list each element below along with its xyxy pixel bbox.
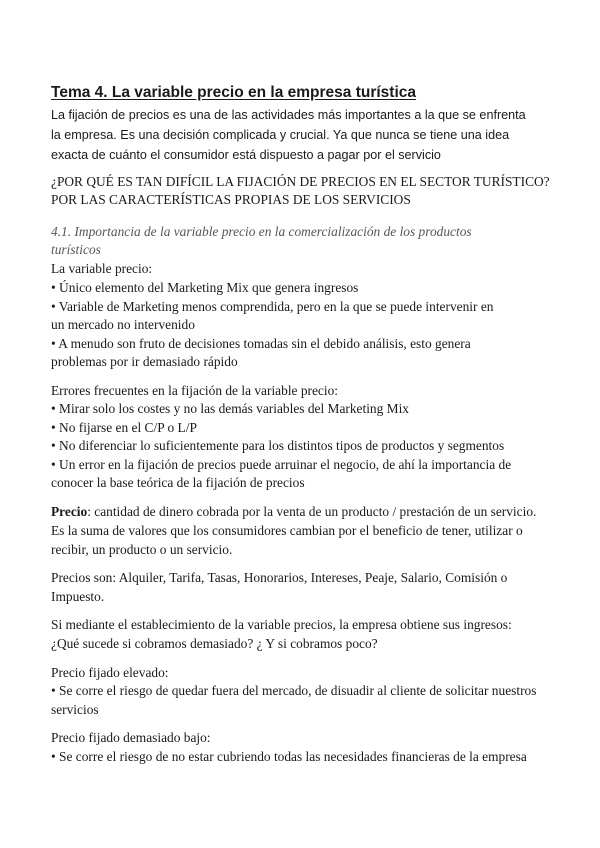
answer-line: POR LAS CARACTERÍSTICAS PROPIAS DE LOS SERVICIOS bbox=[51, 192, 411, 207]
list-item-cont: problemas por ir demasiado rápido bbox=[51, 354, 238, 369]
list-item: • Variable de Marketing menos comprendida, pero en la que se puede intervenir en bbox=[51, 299, 494, 314]
intro-line: la empresa. Es una decisión complicada y crucial. Ya que nunca se tiene una idea bbox=[51, 128, 510, 142]
section-heading: 4.1. Importancia de la variable precio en la comercialización de los productos bbox=[51, 224, 472, 239]
intro-line: exacta de cuánto el consumidor está dispuesto a pagar por el servicio bbox=[51, 148, 441, 162]
precios-son-line: Precios son: Alquiler, Tarifa, Tasas, Honorarios, Intereses, Peaje, Salario, Comisión o bbox=[51, 570, 508, 585]
definition-line: Es la suma de valores que los consumidores cambian por el beneficio de tener, utilizar o bbox=[51, 523, 523, 538]
precios-son-line: Impuesto. bbox=[51, 589, 105, 604]
list-item: • Mirar solo los costes y no las demás variables del Marketing Mix bbox=[51, 401, 409, 416]
page-title: Tema 4. La variable precio en la empresa turística bbox=[51, 84, 416, 101]
definition-line: recibir, un producto o un servicio. bbox=[51, 542, 233, 557]
list-item-cont: un mercado no intervenido bbox=[51, 317, 195, 332]
precio-bajo-label: Precio fijado demasiado bajo: bbox=[51, 730, 211, 745]
variable-precio-label: La variable precio: bbox=[51, 261, 153, 276]
list-item: • Único elemento del Marketing Mix que genera ingresos bbox=[51, 280, 359, 295]
list-item: • Se corre el riesgo de no estar cubriendo todas las necesidades financieras de la empresa bbox=[51, 749, 527, 764]
list-item-cont: conocer la base teórica de la fijación de precios bbox=[51, 475, 305, 490]
section-heading-cont: turísticos bbox=[51, 242, 101, 257]
definition-text: : cantidad de dinero cobrada por la venta de un producto / prestación de un servicio. bbox=[87, 504, 537, 519]
list-item: • No fijarse en el C/P o L/P bbox=[51, 420, 197, 435]
list-item: • No diferenciar lo suficientemente para los distintos tipos de productos y segmentos bbox=[51, 438, 505, 453]
definition-term: Precio bbox=[51, 504, 88, 519]
precio-elevado-label: Precio fijado elevado: bbox=[51, 665, 169, 680]
list-item: • Se corre el riesgo de quedar fuera del mercado, de disuadir al cliente de solicitar nuestros bbox=[51, 683, 537, 698]
ingresos-line: ¿Qué sucede si cobramos demasiado? ¿ Y si cobramos poco? bbox=[51, 636, 378, 651]
errores-label: Errores frecuentes en la fijación de la variable precio: bbox=[51, 383, 339, 398]
intro-line: La fijación de precios es una de las actividades más importantes a la que se enfrenta bbox=[51, 108, 526, 122]
question-line: ¿POR QUÉ ES TAN DIFÍCIL LA FIJACIÓN DE PRECIOS EN EL SECTOR TURÍSTICO? bbox=[51, 174, 550, 189]
definition-line bbox=[51, 503, 536, 521]
list-item: • Un error en la fijación de precios puede arruinar el negocio, de ahí la importancia de bbox=[51, 457, 512, 472]
list-item-cont: servicios bbox=[51, 702, 99, 717]
ingresos-line: Si mediante el establecimiento de la variable precios, la empresa obtiene sus ingresos: bbox=[51, 617, 512, 632]
list-item: • A menudo son fruto de decisiones tomadas sin el debido análisis, esto genera bbox=[51, 336, 471, 351]
